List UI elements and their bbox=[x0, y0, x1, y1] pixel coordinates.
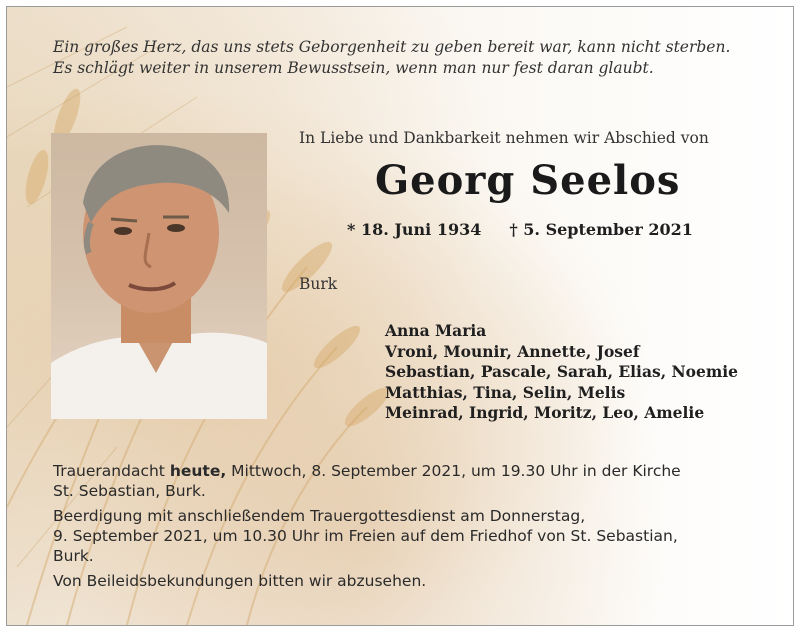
service-details-line2: St. Sebastian, Burk. bbox=[53, 482, 206, 500]
burial-line1: Beerdigung mit anschließendem Trauergottesdienst am Donnerstag, bbox=[53, 507, 586, 525]
death-date: † 5. September 2021 bbox=[509, 220, 693, 239]
deceased-name: Georg Seelos bbox=[375, 157, 681, 204]
portrait-photo bbox=[51, 133, 267, 419]
service-highlight: heute, bbox=[169, 462, 227, 480]
mourners-line: Meinrad, Ingrid, Moritz, Leo, Amelie bbox=[385, 403, 705, 422]
burial-line3: Burk. bbox=[53, 547, 94, 565]
condolence-note: Von Beileidsbekundungen bitten wir abzusehen. bbox=[53, 572, 427, 590]
service-prefix: Trauerandacht bbox=[53, 462, 165, 480]
mourners-list bbox=[385, 321, 738, 424]
quote-line-1: Ein großes Herz, das uns stets Geborgenheit zu geben bereit war, kann nicht sterben. bbox=[53, 38, 731, 56]
service-details-line1: Mittwoch, 8. September 2021, um 19.30 Uhr in der Kirche bbox=[231, 462, 681, 480]
mourners-line: Vroni, Mounir, Annette, Josef bbox=[385, 341, 640, 361]
farewell-intro: In Liebe und Dankbarkeit nehmen wir Abschied von bbox=[299, 129, 709, 147]
residence-place: Burk bbox=[299, 275, 338, 293]
burial-line2: 9. September 2021, um 10.30 Uhr im Freien auf dem Friedhof von St. Sebastian, bbox=[53, 527, 678, 545]
mourners-line: Matthias, Tina, Selin, Melis bbox=[385, 382, 626, 402]
memorial-quote bbox=[53, 37, 773, 79]
burial-announcement bbox=[53, 506, 773, 566]
service-details bbox=[53, 461, 773, 596]
life-dates bbox=[347, 220, 693, 239]
quote-line-2: Es schlägt weiter in unserem Bewusstsein, wenn man nur fest daran glaubt. bbox=[53, 59, 654, 77]
mourners-line: Anna Maria bbox=[385, 321, 487, 340]
birth-date: * 18. Juni 1934 bbox=[347, 220, 482, 239]
obituary-card bbox=[6, 6, 794, 626]
service-announcement bbox=[53, 461, 773, 501]
mourners-line: Sebastian, Pascale, Sarah, Elias, Noemie bbox=[385, 362, 739, 381]
